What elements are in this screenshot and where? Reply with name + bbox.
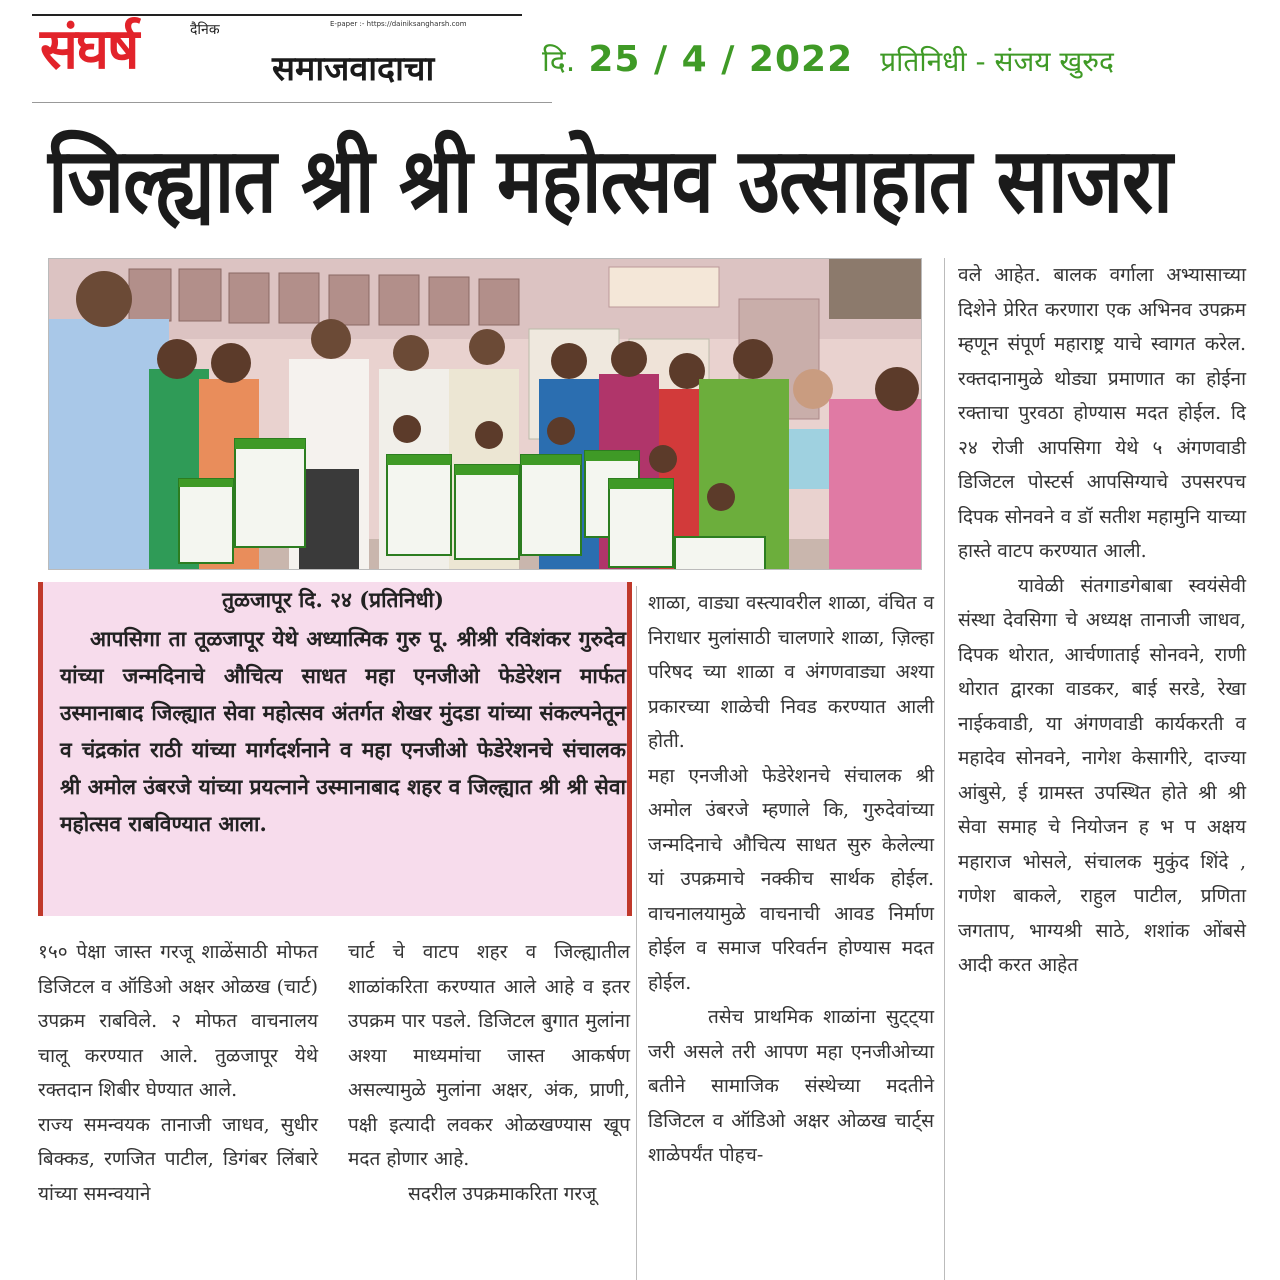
article-photo: [48, 258, 922, 570]
lead-box-left-rule: [38, 582, 43, 916]
lead-paragraph: आपसिगा ता तूळजापूर येथे अध्यात्मिक गुरु पू. श्रीश्री रविशंकर गुरुदेव यांच्या जन्मदिनाचे औचित्य साधत महा एनजीओ फेडेरेशन मार्फत उस्मानाबाद जिल्ह्यात सेवा महोत्सव अंतर्गत शेखर मुंदडा यांच्या संकल्पनेतून व चंद्रकांत राठी यांच्या मार्गदर्शनाने व महा एनजीओ फेडेरेशनचे संचालक श्री अमोल उंबरजे यांच्या प्रयत्नाने उस्मानाबाद शहर व जिल्ह्यात श्री श्री सेवा महोत्सव राबविण्यात आला.: [60, 626, 626, 836]
article-headline: जिल्ह्यात श्री श्री महोत्सव उत्साहात साजरा: [48, 127, 1172, 233]
column-3-para-3: तसेच प्राथमिक शाळांना सुट्ट्या जरी असले तरी आपण महा एनजीओच्या बतीने सामाजिक संस्थेच्या मदतीने डिजिटल व ऑडिओ अक्षर ओळख चार्ट्स शाळेपर्यंत पोहच-: [648, 1006, 934, 1166]
reporter-credit: प्रतिनिधी - संजय खुरुद: [880, 45, 1114, 78]
newspaper-masthead: [32, 14, 524, 90]
column-4-para-1: वले आहेत. बालक वर्गाला अभ्यासाच्या दिशेने प्रेरित करणारा एक अभिनव उपक्रम म्हणून संपूर्ण महाराष्ट्र याचे स्वागत करेल. रक्तदानामुळे थोड्या प्रमाणात का होईना रक्ताचा पुरवठा होण्यास मदत होईल. दि २४ रोजी आपसिगा येथे ५ अंगणवाडी डिजिटल पोस्टर्स आपसिग्याचे उपसरपच दिपक सोनवने व डॉ सतीश महामुनि याच्या हास्ते वाटप करण्यात आली.: [958, 264, 1246, 562]
column-3-para-2: महा एनजीओ फेडेरेशनचे संचालक श्री अमोल उंबरजे म्हणाले कि, गुरुदेवांच्या जन्मदिनाचे औचित्य साधत सुरु केलेल्या यां उपक्रमाचे नक्कीच सार्थक होईल. वाचनालयामुळे वाचनाची आवड निर्माण होईल व समाज परिवर्तन होण्यास मदत होईल.: [648, 764, 934, 994]
dateline: [542, 39, 1114, 80]
masthead-rule: [32, 102, 552, 103]
column-1-para-1: १५० पेक्षा जास्त गरजू शाळेंसाठी मोफत डिजिटल व ऑडिओ अक्षर ओळख (चार्ट) उपक्रम राबविले. २ मोफत वाचनालय चालू करण्यात आले. तुळजापूर येथे रक्तदान शिबीर घेण्यात आले.: [38, 941, 318, 1101]
column-3-para-1: शाळा, वाड्या वस्त्यावरील शाळा, वंचित व निराधार मुलांसाठी चालणारे शाळा, ज़िल्हा परिषद च्या शाळा व अंगणवाड्या अश्या प्रकारच्या शाळेची निवड करण्यात आली होती.: [648, 592, 934, 752]
column-4: [958, 258, 1246, 983]
column-2-para-2: सदरील उपक्रमाकरिता गरजू: [408, 1182, 597, 1205]
column-1: [38, 935, 318, 1211]
column-3: [648, 586, 934, 1173]
lead-box: [38, 582, 628, 916]
photo-illustration: [49, 259, 922, 570]
masthead-top-rule: [32, 14, 522, 16]
column-1-para-2: राज्य समन्वयक तानाजी जाधव, सुधीर बिक्कड, रणजित पाटील, डिगंबर लिंबारे यांच्या समन्वयाने: [38, 1113, 318, 1205]
lead-box-right-rule: [627, 582, 632, 916]
column-divider-1: [636, 586, 637, 1280]
lead-dateline: तुळजापूर दि. २४ (प्रतिनिधी): [222, 587, 444, 612]
masthead-dainik: दैनिक: [190, 22, 220, 38]
epaper-url: E-paper :- https://dainiksangharsh.com: [330, 20, 467, 28]
publication-date: 25 / 4 / 2022: [588, 39, 854, 80]
column-2: [348, 935, 630, 1211]
column-divider-2: [944, 258, 945, 1280]
date-prefix: दि.: [542, 44, 576, 79]
masthead-subtitle: समाजवादाचा: [272, 49, 435, 89]
column-4-para-2: यावेळी संतगाडगेबाबा स्वयंसेवी संस्था देवसिगा चे अध्यक्ष तानाजी जाधव, दिपक थोरात, आर्चणाताई सोनवने, राणी थोरात द्वारका वाडकर, बाई सरडे, रेखा नाईकवाडी, या अंगणवाडी कार्यकरती व महादेव सोनवने, नागेश केसागीरे, दाज्या आंबुसे, ई ग्रामस्त उपस्थित होते श्री श्री सेवा समाह चे नियोजन ह भ प अक्षय महाराज भोसले, संचालक मुकुंद शिंदे , गणेश बाकले, राहुल पाटील, प्रणिता जगताप, भाग्यश्री साठे, शशांक ओंबसे आदी करत आहेत: [958, 574, 1246, 976]
column-2-para-1: चार्ट चे वाटप शहर व जिल्ह्यातील शाळांकरिता करण्यात आले आहे व इतर उपक्रम पार पडले. डिजिटल बुगात मुलांना अश्या माध्यमांचा जास्त आकर्षण असल्यामुळे मुलांना अक्षर, अंक, प्राणी, पक्षी इत्यादी लवकर ओळखण्यास खूप मदत होणार आहे.: [348, 941, 630, 1170]
masthead-logo: संघर्ष: [40, 17, 138, 82]
